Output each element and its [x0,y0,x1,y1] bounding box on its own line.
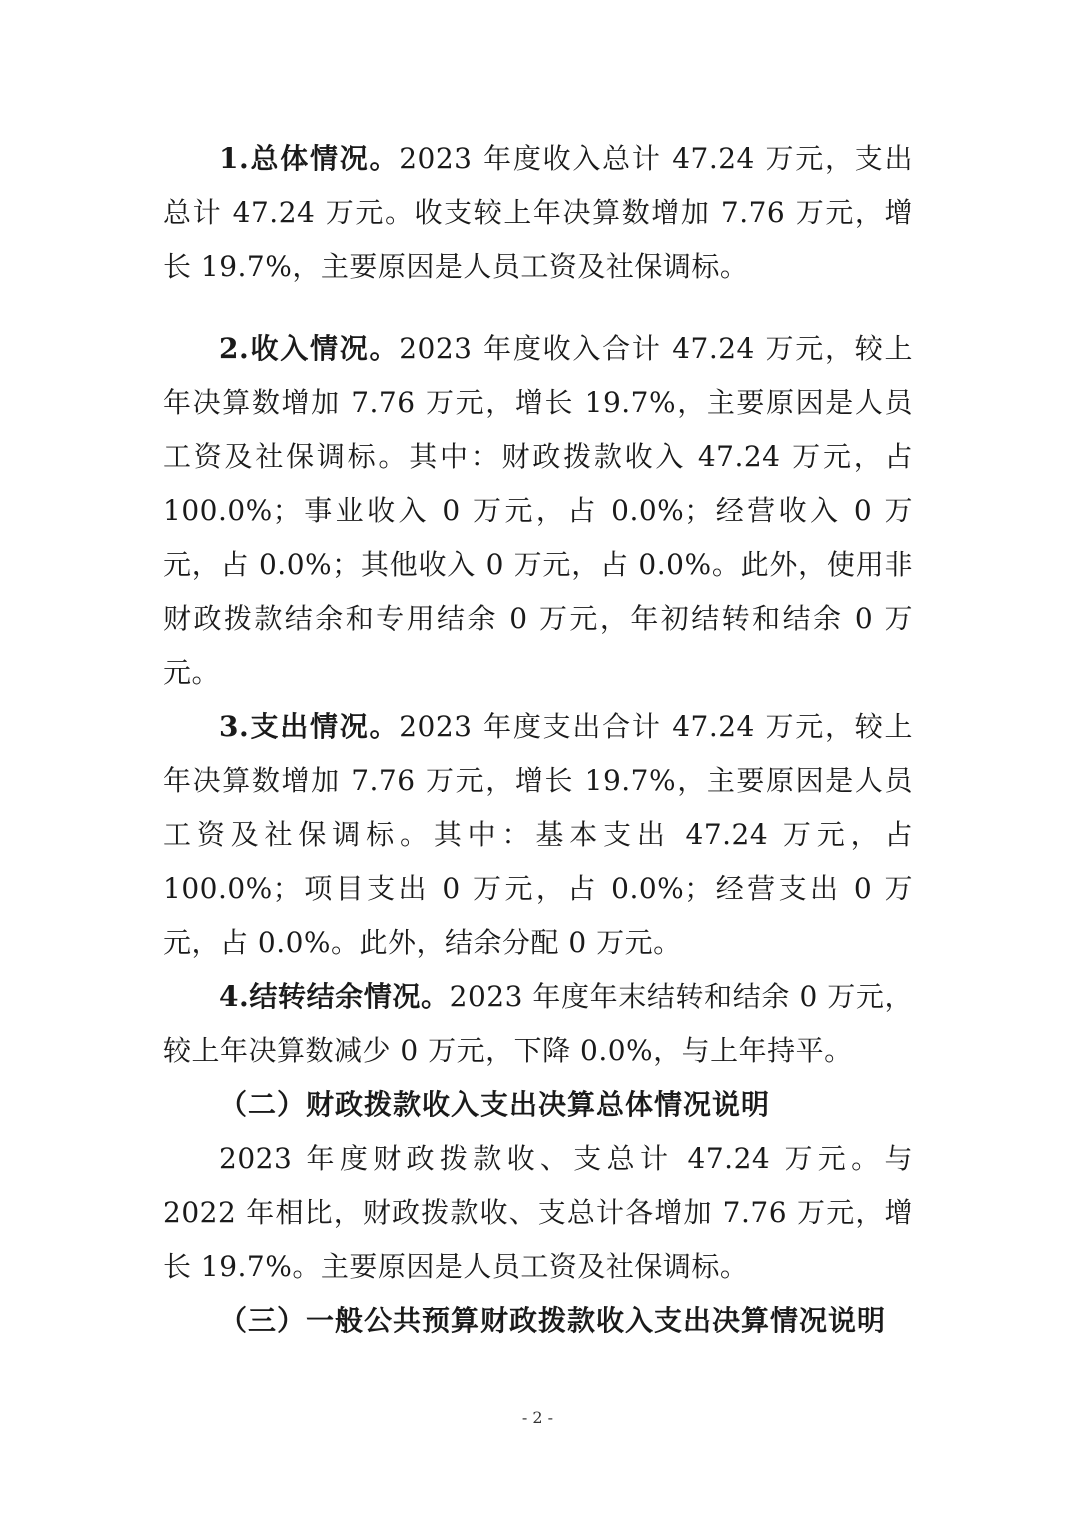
paragraph-lead-expenditure: 3.支出情况。 [219,710,400,743]
paragraph-overall [163,132,913,294]
paragraph-fiscal-summary: 2023 年度财政拨款收、支总计 47.24 万元。与 2022 年相比，财政拨款收、支总计各增加 7.76 万元，增长 19.7%。主要原因是人员工资及社保调标。 [163,1142,913,1283]
paragraph-lead-overall: 1.总体情况。 [219,142,400,175]
section-heading-fiscal-overall: （二）财政拨款收入支出决算总体情况说明 [219,1088,771,1121]
paragraph-income [163,322,913,700]
paragraph-body-expenditure: 2023 年度支出合计 47.24 万元，较上年决算数增加 7.76 万元，增长 19.7%，主要原因是人员工资及社保调标。其中：基本支出 47.24 万元，占 100.0%；项目支出 0 万元，占 0.0%；经营支出 0 万元，占 0.0%。此外，结余分配 0 万元。 [163,710,913,959]
section-heading-general-budget: （三）一般公共预算财政拨款收入支出决算情况说明 [219,1304,887,1337]
document-page [163,132,913,1348]
paragraph-lead-carryover: 4.结转结余情况。 [219,980,450,1013]
paragraph-lead-income: 2.收入情况。 [219,332,400,365]
paragraph-body-overall: 2023 年度收入总计 47.24 万元，支出总计 47.24 万元。收支较上年决算数增加 7.76 万元，增长 19.7%，主要原因是人员工资及社保调标。 [163,142,913,283]
paragraph-body-carryover: 2023 年度年末结转和结余 0 万元，较上年决算数减少 0 万元，下降 0.0%，与上年持平。 [163,980,913,1067]
paragraph-body-income: 2023 年度收入合计 47.24 万元，较上年决算数增加 7.76 万元，增长 19.7%，主要原因是人员工资及社保调标。其中：财政拨款收入 47.24 万元，占 100.0%；事业收入 0 万元，占 0.0%；经营收入 0 万元，占 0.0%；其他收入 0 万元，占 0.0%。此外，使用非财政拨款结余和专用结余 0 万元，年初结转和结余 0 万元。 [163,332,913,689]
page-number: - 2 - [521,1408,554,1427]
paragraph-expenditure [163,700,913,970]
paragraph-carryover [163,970,913,1078]
